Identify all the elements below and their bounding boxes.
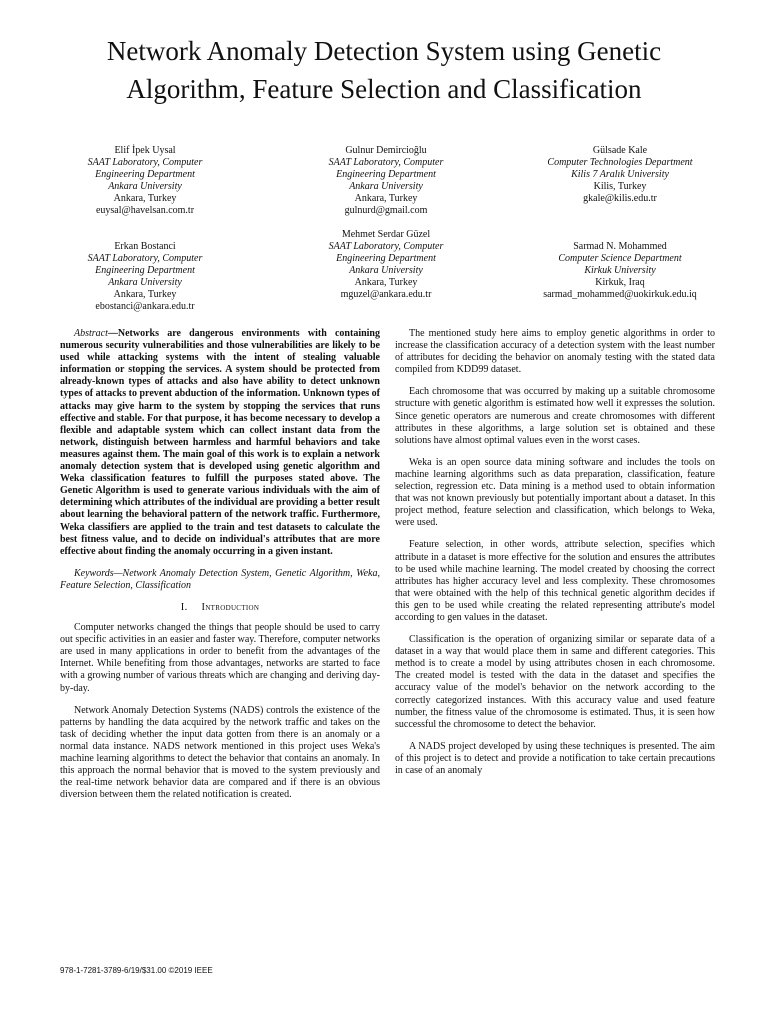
author-name: Gülsade Kale bbox=[592, 145, 648, 156]
author-name: Mehmet Serdar Güzel bbox=[341, 229, 431, 240]
author-affiliation: SAAT Laboratory, Computer bbox=[328, 241, 444, 252]
author-affiliation: Engineering Department bbox=[95, 169, 195, 180]
author-affiliation: SAAT Laboratory, Computer bbox=[87, 253, 203, 264]
abstract-label: Abstract bbox=[74, 328, 108, 339]
author-location: Ankara, Turkey bbox=[354, 193, 418, 204]
author-email: ebostanci@ankara.edu.tr bbox=[95, 301, 195, 312]
section-number: I. bbox=[180, 601, 188, 613]
author-affiliation: Engineering Department bbox=[336, 169, 436, 180]
body-paragraph: Each chromosome that was occurred by making up a suitable chromosome structure with genetic algorithm is estimated how well it expresses the solution. Since genetic operators are numerous and create chromosomes with different attributes in these algorithms, a large solution set is obtained and these solutions have almost optimal values even in the worst cases. bbox=[395, 386, 715, 446]
author-affiliation: Ankara University bbox=[349, 265, 423, 276]
author-1 bbox=[20, 145, 270, 217]
body-paragraph: Weka is an open source data mining software and includes the tools on machine learning algorithms such as data preparation, classification, feature selection, regression etc. Data mining is a method used to obtain information that was not known previously but potentially important about a dataset. In this project method, feature selection and classification, which belongs to Weka, were used. bbox=[395, 456, 715, 529]
author-affiliation: SAAT Laboratory, Computer bbox=[328, 157, 444, 168]
author-affiliation: Kirkuk University bbox=[584, 265, 656, 276]
body-paragraph: The mentioned study here aims to employ genetic algorithms in order to increase the classification accuracy of a detection system with the least number of attributes for deciding the behavior on anomaly testing with the stated data compiled from KDD99 dataset. bbox=[395, 328, 715, 376]
body-paragraph: Computer networks changed the things that people should be used to carry out specific activities in an easier and faster way. Therefore, computer networks are used in many applications in order to benefit from the advantages of the Internet. While benefiting from those advantages, networks are started to face with a growing number of various threats which are changing and deriving day-by-day. bbox=[60, 622, 380, 694]
title-line-1: Network Anomaly Detection System using Genetic bbox=[106, 36, 662, 66]
author-affiliation: Engineering Department bbox=[336, 253, 436, 264]
author-location: Kilis, Turkey bbox=[593, 181, 647, 192]
keywords: Keywords—Network Anomaly Detection System, Genetic Algorithm, Weka, Feature Selection, Classification bbox=[60, 567, 380, 591]
author-email: gulnurd@gmail.com bbox=[344, 205, 428, 216]
author-4 bbox=[20, 241, 270, 313]
author-name: Sarmad N. Mohammed bbox=[573, 241, 667, 252]
paper-title bbox=[30, 32, 738, 108]
body-paragraph: A NADS project developed by using these techniques is presented. The aim of this project is to detect and provide a notification to take certain precautions in case of an anomaly bbox=[395, 740, 715, 776]
section-heading bbox=[60, 602, 380, 614]
author-6 bbox=[495, 241, 745, 301]
author-affiliation: Computer Science Department bbox=[558, 253, 682, 264]
author-5 bbox=[261, 229, 511, 301]
author-affiliation: Ankara University bbox=[108, 181, 182, 192]
author-affiliation: SAAT Laboratory, Computer bbox=[87, 157, 203, 168]
author-location: Ankara, Turkey bbox=[113, 193, 177, 204]
author-2 bbox=[261, 145, 511, 217]
body-paragraph: Classification is the operation of organizing similar or separate data of a dataset in a way that would place them in same and different categories. This method is to create a model by using attributes chosen in each chromosome. The created model is tested with the data in the dataset and specifies the accuracy value of the model's behavior on the network according to the correctly categorized instances. With this accuracy value and used feature number, the fitness value of the chromosome is estimated. Thus, it is seen how successful the chromosome to detect the behavior. bbox=[395, 634, 715, 730]
author-email: sarmad_mohammed@uokirkuk.edu.iq bbox=[543, 289, 697, 300]
author-email: euysal@havelsan.com.tr bbox=[95, 205, 195, 216]
author-affiliation: Engineering Department bbox=[95, 265, 195, 276]
author-location: Ankara, Turkey bbox=[113, 289, 177, 300]
copyright-footer: 978-1-7281-3789-6/19/$31.00 ©2019 IEEE bbox=[60, 966, 213, 975]
title-line-2: Algorithm, Feature Selection and Classification bbox=[126, 74, 642, 104]
author-affiliation: Kilis 7 Aralık University bbox=[571, 169, 669, 180]
author-name: Erkan Bostanci bbox=[114, 241, 176, 252]
author-affiliation: Computer Technologies Department bbox=[547, 157, 693, 168]
abstract-body: Networks are dangerous environments with containing numerous security vulnerabilities and those vulnerabilities are likely to be used while attacking systems with the intent of stealing valuable information or stopping the services. A system should be protected from already-known types of attacks and also have ability to detect unknown types of attacks to prevent abduction of the information. Unknown types of attacks may give harm to the system by stopping the services that runs effective and stable. For that purpose, it has become necessary to develop a flexible and adaptable system which can collect instant data from the network, distinguish between harmless and harmful behaviors and take measures against them. The main goal of this work is to explain a network anomaly detection system that is developed using genetic algorithm and Weka classification features to fulfill the purposes stated above. The Genetic Algorithm is used to generate various individuals with the aim of determining which attributes of the individual are providing a better result about learning the behavioral pattern of the network traffic. Furthermore, Weka classifiers are applied to the train and test datasets to calculate the best fitness value, and to decide on individual's attributes that are more effective about finding the anomaly occurring in a given instant. bbox=[60, 328, 380, 557]
author-name: Elif İpek Uysal bbox=[114, 145, 176, 156]
author-name: Gulnur Demircioğlu bbox=[345, 145, 427, 156]
author-email: gkale@kilis.edu.tr bbox=[583, 193, 657, 204]
body-paragraph: Network Anomaly Detection Systems (NADS) controls the existence of the patterns by handling the data acquired by the network traffic and takes on the task of deciding whether the input data gotten from there is an anomaly or a normal data instance. NADS network mentioned in this project uses Weka's machine learning algorithms to detect the behavior that contains an anomaly. In this approach the normal behavior that is moved to the system previously and the real-time network behavior data are compared and if there is an obvious diversion between them the related notification is created. bbox=[60, 704, 380, 801]
author-affiliation: Ankara University bbox=[108, 277, 182, 288]
right-column bbox=[395, 328, 715, 787]
body-paragraph: Feature selection, in other words, attribute selection, specifies which attribute in a dataset is more effective for the solution and ensures the attributes to be used while machine learning. The model created by choosing the correct attributes has higher accuracy level and less complexity. These chromosomes that were obtained with the help of this technical genetic algorithm decides if this gen to be used while creating the related representing attribute's model according to gen values in the dataset. bbox=[395, 539, 715, 623]
section-title: Introduction bbox=[201, 601, 260, 613]
author-location: Kirkuk, Iraq bbox=[595, 277, 645, 288]
left-column bbox=[60, 328, 380, 811]
author-affiliation: Ankara University bbox=[349, 181, 423, 192]
author-email: mguzel@ankara.edu.tr bbox=[340, 289, 432, 300]
abstract-dash: — bbox=[107, 328, 118, 339]
abstract bbox=[60, 328, 380, 558]
author-location: Ankara, Turkey bbox=[354, 277, 418, 288]
author-3 bbox=[495, 145, 745, 205]
